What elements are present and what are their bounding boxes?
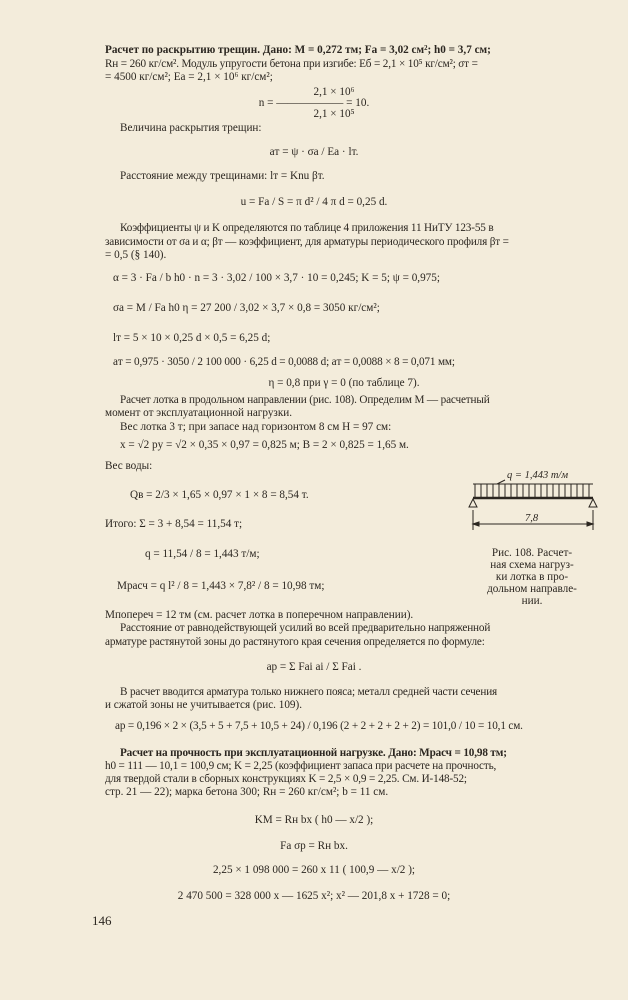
text-line: Итого: Σ = 3 + 8,54 = 11,54 т; — [105, 518, 243, 530]
span-label: 7,8 — [525, 513, 539, 524]
formula: Qв = 2/3 × 1,65 × 0,97 × 1 × 8 = 8,54 т. — [130, 489, 309, 501]
text-line: Расчет лотка в продольном направлении (рис. 108). Определим M — расчетный — [120, 394, 490, 406]
text-line: стр. 21 — 22); марка бетона 300; Rн = 260 кг/см²; b = 11 см. — [105, 786, 389, 798]
formula: KM = Rн bx ( h0 — x/2 ); — [254, 814, 374, 826]
formula: 2,25 × 1 098 000 = 260 x 11 ( 100,9 — x/2 ); — [212, 864, 416, 876]
formula: aт = 0,975 · 3050 / 2 100 000 · 6,25 d = 0,0088 d; aт = 0,0088 × 8 = 0,071 мм; — [113, 356, 455, 368]
beam-diagram — [465, 468, 605, 548]
formula-numerator: 2,1 × 10⁶ — [313, 86, 355, 98]
right-support — [589, 499, 597, 507]
formula: ap = Σ Fai ai / Σ Fai . — [266, 661, 362, 673]
text-line: арматуре растянутой зоны до растянутого края сечения определяется по формуле: — [105, 636, 485, 648]
formula: ap = 0,196 × 2 × (3,5 + 5 + 7,5 + 10,5 + 24) / 0,196 (2 + 2 + 2 + 2 + 2) = 101,0 / 10 = 10,1 см. — [115, 720, 523, 732]
text-line: Расчет по раскрытию трещин. Дано: M = 0,272 тм; Fa = 3,02 см²; h0 = 3,7 см; — [105, 44, 491, 56]
text-line: h0 = 111 — 10,1 = 100,9 см; K = 2,25 (коэффициент запаса при расчете на прочность, — [105, 760, 497, 772]
figure-caption-line: дольном направле- — [487, 583, 577, 595]
formula: α = 3 · Fa / b h0 · n = 3 · 3,02 / 100 × 3,7 · 10 = 0,245; K = 5; ψ = 0,975; — [113, 272, 440, 284]
text-line: Величина раскрытия трещин: — [120, 122, 262, 134]
formula: η = 0,8 при γ = 0 (по таблице 7). — [268, 377, 420, 389]
formula: x = √2 py = √2 × 0,35 × 0,97 = 0,825 м; B = 2 × 0,825 = 1,65 м. — [120, 439, 409, 451]
text-line: = 4500 кг/см²; Ea = 2,1 × 10⁶ кг/см²; — [105, 71, 273, 83]
formula: Fa σp = Rн bx. — [280, 840, 348, 852]
load-arrows — [475, 484, 589, 498]
formula: Mрасч = q l² / 8 = 1,443 × 7,8² / 8 = 10,98 тм; — [117, 580, 325, 592]
text-line: Расстояние от равнодействующей усилий во всей предварительно напряженной — [120, 622, 491, 634]
text-line: Коэффициенты ψ и K определяются по таблице 4 приложения 11 НиТУ 123-55 в — [120, 222, 494, 234]
formula: 2 470 500 = 328 000 x — 1625 x²; x² — 201,8 x + 1728 = 0; — [177, 890, 451, 902]
formula: aт = ψ · σa / Ea · lт. — [269, 146, 359, 158]
text-line: В расчет вводится арматура только нижнего пояса; металл средней части сечения — [120, 686, 498, 698]
figure-caption-line: Рис. 108. Расчет- — [491, 547, 573, 559]
text-line: зависимости от σa и α; βт — коэффициент, для арматуры периодического профиля βт = — [105, 236, 509, 248]
load-label: q = 1,443 т/м — [507, 470, 569, 481]
formula: σa = M / Fa h0 η = 27 200 / 3,02 × 3,7 × 0,8 = 3050 кг/см²; — [113, 302, 380, 314]
formula: lт = 5 × 10 × 0,25 d × 0,5 = 6,25 d; — [113, 332, 271, 344]
left-support — [469, 499, 477, 507]
formula: q = 11,54 / 8 = 1,443 т/м; — [145, 548, 260, 560]
figure-caption-line: ки лотка в про- — [495, 571, 569, 583]
figure-caption-line: нии. — [521, 595, 543, 607]
text-line: Вес лотка 3 т; при запасе над горизонтом 8 см H = 97 см: — [120, 421, 392, 433]
figure-108-load-diagram — [465, 468, 605, 552]
text-line: = 0,5 (§ 140). — [105, 249, 167, 261]
formula: n = —————— = 10. — [258, 97, 370, 109]
figure-caption-line: ная схема нагруз- — [490, 559, 574, 571]
text-line: момент от эксплуатационной нагрузки. — [105, 407, 293, 419]
text-line: Rн = 260 кг/см². Модуль упругости бетона при изгибе: Eб = 2,1 × 10⁵ кг/см²; σт = — [105, 58, 478, 70]
text-line: Расстояние между трещинами: lт = Knu βт. — [120, 170, 325, 182]
text-line: Вес воды: — [105, 460, 153, 472]
formula-denominator: 2,1 × 10⁵ — [313, 108, 355, 120]
text-line: для твердой стали в сборных конструкциях K = 2,5 × 0,9 = 2,25. См. И-148-52; — [105, 773, 467, 785]
formula: u = Fa / S = π d² / 4 π d = 0,25 d. — [240, 196, 388, 208]
text-line: Mпопереч = 12 тм (см. расчет лотка в поперечном направлении). — [105, 609, 414, 621]
page-number: 146 — [92, 913, 112, 928]
text-line: и сжатой зоны не учитывается (рис. 109). — [105, 699, 303, 711]
text-line: Расчет на прочность при эксплуатационной нагрузке. Дано: Mрасч = 10,98 тм; — [120, 747, 507, 759]
